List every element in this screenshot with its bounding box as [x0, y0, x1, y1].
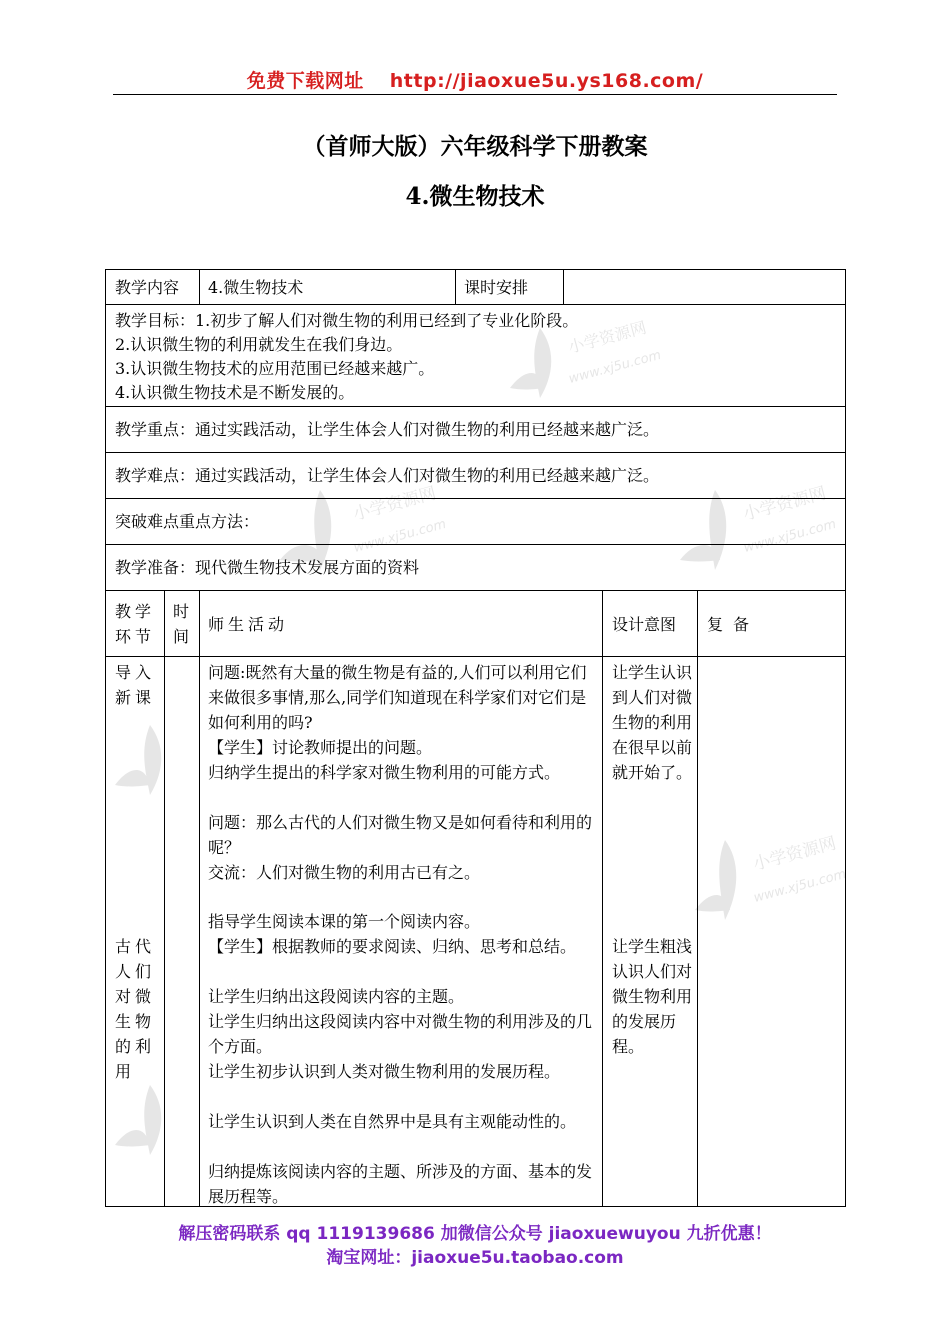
svg-text:www.xj5u.com: www.xj5u.com — [752, 866, 848, 906]
activity-text: 让学生初步认识到人类对微生物利用的发展历程。 — [208, 1062, 561, 1081]
stage-intro: 导入 — [115, 663, 156, 682]
activity-text: 【学生】讨论教师提出的问题。 — [208, 738, 433, 757]
intent-header: 设计意图 — [612, 615, 677, 634]
objective-line: 2.认识微生物的利用就发生在我们身边。 — [115, 335, 403, 354]
content-value: 4.微生物技术 — [208, 278, 304, 297]
footer-contact: 解压密码联系 qq 1119139686 加微信公众号 jiaoxuewuyou 九折优惠！ — [178, 1224, 772, 1244]
objective-line: 教学目标：1.初步了解人们对微生物的利用已经到了专业化阶段。 — [115, 311, 579, 330]
activity-text: 让学生归纳出这段阅读内容的主题。 — [208, 987, 465, 1006]
activity-text: 问题：那么古代的人们对微生物又是如何看待和利用的呢？ — [208, 813, 593, 857]
activity-text: 归纳提炼该阅读内容的主题、所涉及的方面、基本的发展历程等。 — [208, 1162, 593, 1206]
stage-ancient: 对微 — [115, 987, 156, 1006]
activity-text: 指导学生阅读本课的第一个阅读内容。 — [208, 912, 481, 931]
activity-text: 让学生归纳出这段阅读内容中对微生物的利用涉及的几个方面。 — [208, 1012, 593, 1056]
time-header: 时 — [173, 602, 190, 621]
key-points: 教学重点：通过实践活动，让学生体会人们对微生物的利用已经越来越广泛。 — [115, 420, 660, 439]
activity-text: 让学生认识到人类在自然界中是具有主观能动性的。 — [208, 1112, 577, 1131]
activity-header: 师生活动 — [208, 615, 289, 634]
svg-text:小学资源网: 小学资源网 — [351, 483, 439, 525]
stage-intro: 新课 — [115, 688, 156, 707]
activity-text: 【学生】根据教师的要求阅读、归纳、思考和总结。 — [208, 937, 577, 956]
svg-text:www.xj5u.com: www.xj5u.com — [742, 516, 838, 556]
hours-label: 课时安排 — [464, 278, 529, 297]
stage-ancient: 人们 — [115, 962, 156, 981]
download-label: 免费下载网址 — [246, 70, 364, 92]
content-label: 教学内容 — [115, 278, 180, 297]
activity-text: 问题:既然有大量的微生物是有益的,人们可以利用它们来做很多事情,那么,同学们知道现在科学家们对它们是如何利用的吗? — [208, 663, 587, 732]
objective-line: 4.认识微生物技术是不断发展的。 — [115, 383, 355, 402]
footer-shop-link[interactable]: 淘宝网址：jiaoxue5u.taobao.com — [326, 1248, 624, 1268]
preparation: 教学准备：现代微生物技术发展方面的资料 — [115, 558, 420, 577]
download-url-link[interactable]: http://jiaoxue5u.ys168.com/ — [389, 70, 704, 92]
design-intent: 让学生粗浅认识人们对微生物利用的发展历程。 — [612, 937, 693, 1056]
stage-header: 环节 — [115, 627, 156, 646]
stage-ancient: 古代 — [115, 937, 156, 956]
svg-text:小学资源网: 小学资源网 — [566, 318, 649, 357]
download-header — [0, 66, 950, 93]
stage-header: 教学 — [115, 602, 156, 621]
svg-text:www.xj5u.com: www.xj5u.com — [567, 347, 663, 387]
stage-ancient: 用 — [115, 1062, 136, 1081]
stage-ancient: 生物 — [115, 1012, 156, 1031]
objective-line: 3.认识微生物技术的应用范围已经越来越广。 — [115, 359, 435, 378]
stage-ancient: 的利 — [115, 1037, 156, 1056]
activity-text: 交流：人们对微生物的利用古已有之。 — [208, 863, 481, 882]
methods: 突破难点重点方法： — [115, 512, 260, 531]
svg-text:小学资源网: 小学资源网 — [751, 833, 839, 875]
design-intent: 让学生认识到人们对微生物的利用在很早以前就开始了。 — [612, 663, 693, 782]
lesson-plan-table — [105, 269, 846, 1207]
svg-text:www.xj5u.com: www.xj5u.com — [352, 516, 448, 556]
review-header: 复备 — [707, 615, 760, 634]
document-title: （首师大版）六年级科学下册教案 — [302, 133, 648, 160]
svg-text:小学资源网: 小学资源网 — [741, 483, 829, 525]
header-divider — [113, 94, 837, 95]
lesson-title: 4.微生物技术 — [405, 183, 545, 210]
difficulties: 教学难点：通过实践活动，让学生体会人们对微生物的利用已经越来越广泛。 — [115, 466, 660, 485]
activity-text: 归纳学生提出的科学家对微生物利用的可能方式。 — [208, 763, 561, 782]
time-header: 间 — [173, 627, 190, 646]
